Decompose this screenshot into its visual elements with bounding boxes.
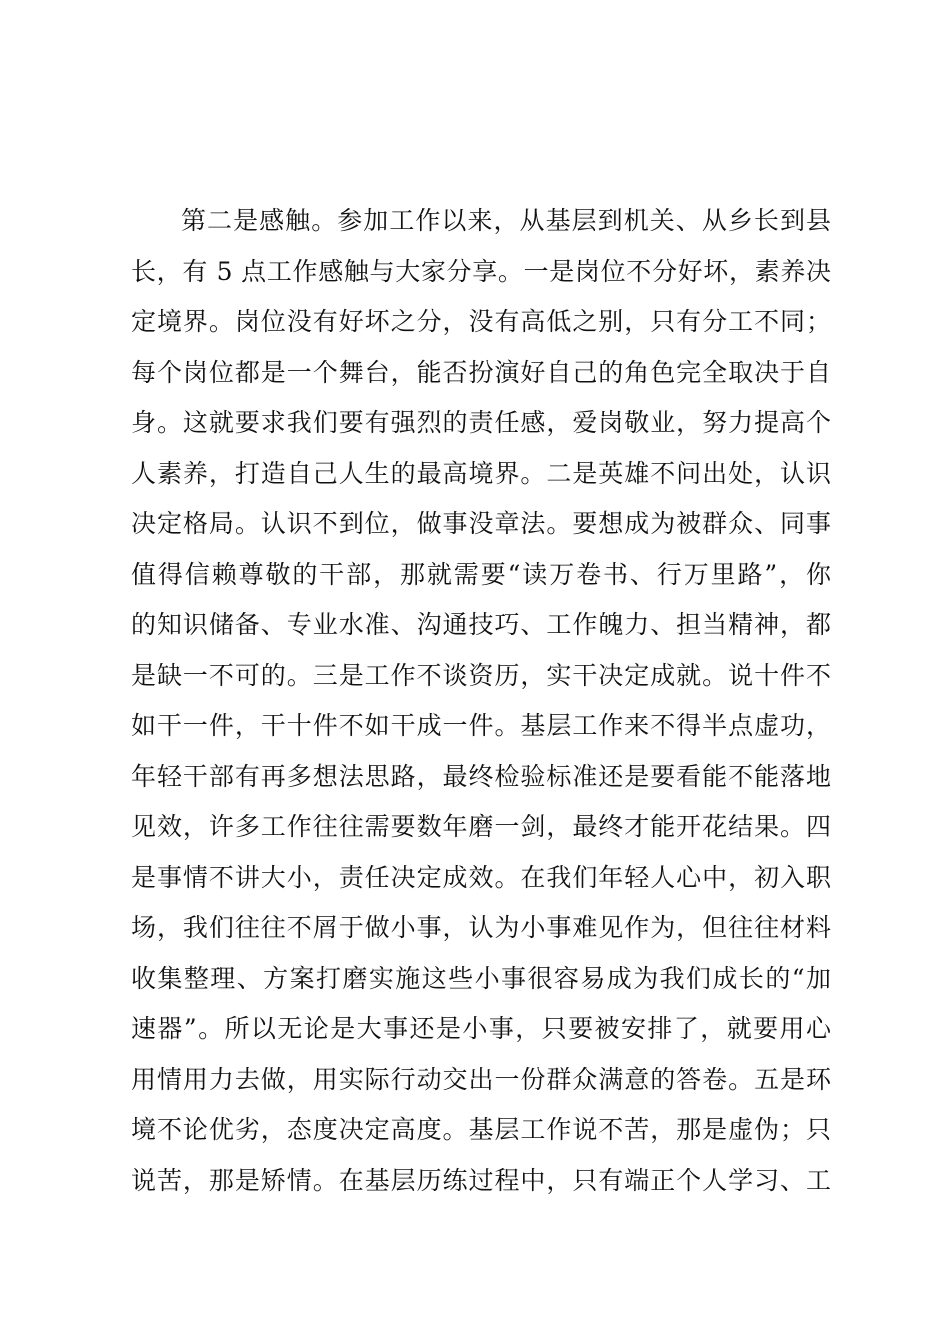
text-line: 的知识储备、专业水准、沟通技巧、工作魄力、担当精神，都 (131, 610, 831, 639)
text-line: 身。这就要求我们要有强烈的责任感，爱岗敬业，努力提高个 (131, 408, 831, 437)
text-line: 如干一件，干十件不如干成一件。基层工作来不得半点虚功， (131, 711, 831, 740)
text-line: 用情用力去做，用实际行动交出一份群众满意的答卷。五是环 (131, 1064, 831, 1094)
text-line: 长，有 5 点工作感触与大家分享。一是岗位不分好坏，素养决 (131, 256, 831, 286)
text-line: 是事情不讲大小，责任决定成效。在我们年轻人心中，初入职 (131, 862, 831, 892)
text-line: 速器”。所以无论是大事还是小事，只要被安排了，就要用心 (131, 1014, 831, 1043)
text-line: 是缺一不可的。三是工作不谈资历，实干决定成就。说十件不 (131, 660, 831, 690)
text-line: 说苦，那是矫情。在基层历练过程中，只有端正个人学习、工 (131, 1165, 831, 1195)
text-line: 场，我们往往不屑于做小事，认为小事难见作为，但往往材料 (131, 913, 831, 942)
text-line: 值得信赖尊敬的干部，那就需要“读万卷书、行万里路”，你 (131, 559, 831, 589)
text-line: 收集整理、方案打磨实施这些小事很容易成为我们成长的“加 (131, 963, 831, 993)
text-line: 见效，许多工作往往需要数年磨一剑，最终才能开花结果。四 (131, 812, 831, 841)
text-line: 年轻干部有再多想法思路，最终检验标准还是要看能不能落地 (131, 761, 831, 791)
text-line: 第二是感触。参加工作以来，从基层到机关、从乡长到县 (181, 206, 831, 235)
text-line: 人素养，打造自己人生的最高境界。二是英雄不问出处，认识 (131, 458, 831, 488)
text-line: 境不论优劣，态度决定高度。基层工作说不苦，那是虚伪；只 (131, 1115, 831, 1144)
text-line: 决定格局。认识不到位，做事没章法。要想成为被群众、同事 (131, 509, 831, 538)
body-paragraph (131, 196, 831, 1206)
text-line: 定境界。岗位没有好坏之分，没有高低之别，只有分工不同； (131, 307, 831, 336)
text-line: 每个岗位都是一个舞台，能否扮演好自己的角色完全取决于自 (131, 357, 831, 387)
